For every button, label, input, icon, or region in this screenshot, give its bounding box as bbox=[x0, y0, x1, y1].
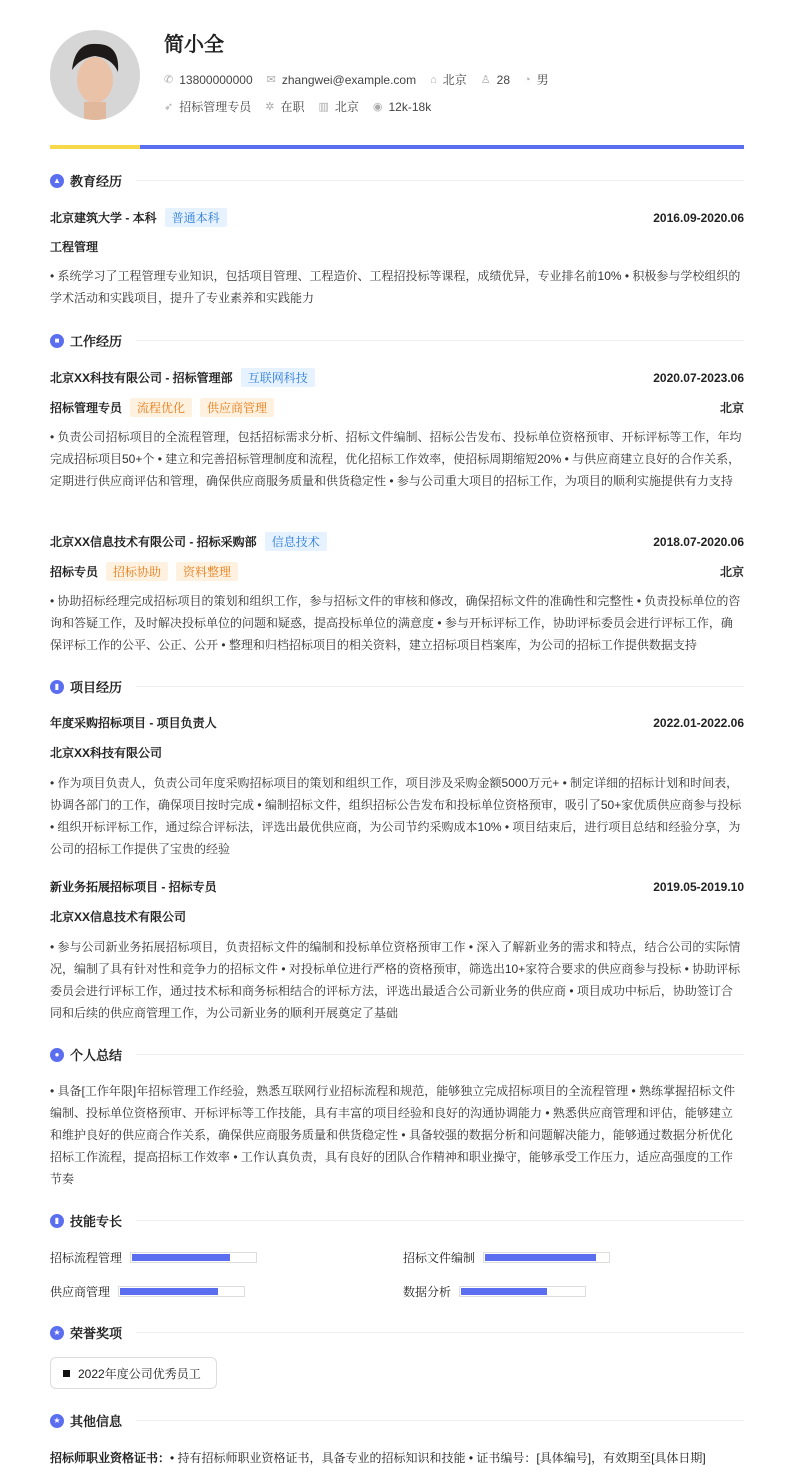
user-icon: ● bbox=[50, 1048, 64, 1062]
project-company-text: 北京XX信息技术有限公司 bbox=[50, 910, 187, 924]
age: 28 bbox=[496, 72, 511, 87]
school: 北京建筑大学 - 本科 bbox=[50, 211, 157, 225]
skill-tag: 流程优化 bbox=[130, 398, 192, 417]
position: 招标管理专员 bbox=[179, 100, 252, 114]
certificate-label: 招标师职业资格证书： bbox=[50, 1451, 171, 1465]
major-text: 工程管理 bbox=[50, 240, 99, 254]
section-summary bbox=[50, 1045, 744, 1064]
work-role bbox=[50, 398, 744, 417]
skill-item bbox=[403, 1249, 610, 1266]
work-city: 北京 bbox=[719, 565, 744, 579]
section-work bbox=[50, 331, 744, 350]
building-icon: ▥ bbox=[318, 101, 329, 113]
section-title: 教育经历 bbox=[70, 174, 123, 189]
header-divider bbox=[50, 145, 744, 149]
contact-row bbox=[164, 71, 549, 88]
status-icon: ✲ bbox=[265, 101, 275, 113]
section-skills bbox=[50, 1211, 744, 1230]
section-title: 技能专长 bbox=[70, 1214, 123, 1229]
medal-icon: ★ bbox=[50, 1326, 64, 1340]
skill-name: 供应商管理 bbox=[50, 1285, 111, 1299]
project-title: 年度采购招标项目 - 项目负责人 bbox=[50, 716, 217, 730]
degree-tag: 普通本科 bbox=[165, 208, 227, 227]
skill-name: 数据分析 bbox=[403, 1285, 452, 1299]
gender: 男 bbox=[536, 73, 549, 87]
project-company bbox=[50, 908, 744, 925]
work-role bbox=[50, 562, 744, 581]
section-title: 其他信息 bbox=[70, 1414, 123, 1429]
award-text: 2022年度公司优秀员工 bbox=[78, 1366, 201, 1381]
summary-text: • 具备[工作年限]年招标管理工作经验，熟悉互联网行业招标流程和规范，能够独立完成招标项目的全流程管理 • 熟练掌握招标文件编制、投标单位资格预审、开标评标等工作技能，具有丰富的项目经验和良好的沟通协调能力 • 熟悉供应商管理和评估，能够建立和维护良好的供应商合作关系，确保供应商服务质量和供货稳定性 • 具备较强的数据分析和问题解决能力，能够通过数据分析优化招标工作流程，提高招标工作效率 • 工作认真负责，具有良好的团队合作精神和职业操守，能够承受工作压力，适应高强度的工作节奏 bbox=[50, 1084, 736, 1186]
skill-bar bbox=[132, 1254, 230, 1261]
work-date: 2018.07-2020.06 bbox=[653, 534, 744, 549]
graduation-cap-icon: ▲ bbox=[50, 174, 64, 188]
project-header bbox=[50, 714, 744, 731]
status: 在职 bbox=[280, 100, 305, 114]
avatar bbox=[50, 30, 140, 120]
project-desc: • 参与公司新业务拓展招标项目，负责招标文件的编制和投标单位资格预审工作 • 深入了解新业务的需求和特点，结合公司的实际情况，编制了具有针对性和竞争力的招标文件 • 对投标单位进行严格的资格预审，筛选出10+家符合要求的供应商参与投标 • 协助评标委员会进行评标工作，通过技术标和商务标相结合的评标方法，评选出最适合公司新业务的供应商 • 项目成功中标后，协助签订合同和后续的供应商管理工作，为公司新业务的顺利开展奠定了基础 bbox=[50, 940, 741, 1020]
company: 北京XX信息技术有限公司 - 招标采购部 bbox=[50, 535, 257, 549]
certificate-text: • 持有招标师职业资格证书，具备专业的招标知识和技能 • 证书编号：[具体编号]，有效期至[具体日期] bbox=[170, 1451, 706, 1465]
skill-item bbox=[403, 1283, 586, 1300]
role: 招标专员 bbox=[50, 565, 99, 579]
project-header bbox=[50, 878, 744, 895]
home-icon: ⌂ bbox=[430, 73, 437, 86]
company: 北京XX科技有限公司 - 招标管理部 bbox=[50, 371, 233, 385]
bullet-icon bbox=[63, 1370, 70, 1377]
chart-icon: ▮ bbox=[50, 1214, 64, 1228]
cake-icon: ♙ bbox=[480, 74, 491, 86]
skill-name: 招标文件编制 bbox=[403, 1251, 476, 1265]
industry-tag: 信息技术 bbox=[265, 532, 327, 551]
skill-name: 招标流程管理 bbox=[50, 1251, 123, 1265]
salary-icon: ◉ bbox=[372, 101, 383, 113]
education-date: 2016.09-2020.06 bbox=[653, 210, 744, 225]
education-header bbox=[50, 208, 744, 227]
award-item bbox=[50, 1357, 217, 1389]
skill-bar bbox=[485, 1254, 596, 1261]
work-header bbox=[50, 532, 744, 551]
medal-icon: ★ bbox=[50, 1414, 64, 1428]
section-title: 工作经历 bbox=[70, 334, 123, 349]
mail-icon: ✉ bbox=[266, 74, 276, 86]
role: 招标管理专员 bbox=[50, 401, 123, 415]
skill-item bbox=[50, 1283, 245, 1300]
email: zhangwei@example.com bbox=[281, 72, 417, 87]
chart-icon: ▮ bbox=[50, 680, 64, 694]
section-title: 项目经历 bbox=[70, 680, 123, 695]
section-other bbox=[50, 1411, 744, 1430]
work-desc: • 协助招标经理完成招标项目的策划和组织工作，参与招标文件的审核和修改，确保招标文件的准确性和完整性 • 负责投标单位的咨询和答疑工作，及时解决投标单位的问题和疑惑，提高投标单位的满意度 • 参与开标评标工作，协助评标委员会进行评标工作，确保评标工作的公平、公正、公开 • 整理和归档招标项目的相关资料，建立招标项目档案库，为公司的招标工作提供数据支持 bbox=[50, 594, 741, 652]
project-title: 新业务拓展招标项目 - 招标专员 bbox=[50, 880, 217, 894]
location: 北京 bbox=[442, 73, 467, 87]
work-date: 2020.07-2023.06 bbox=[653, 370, 744, 385]
candidate-name: 简小全 bbox=[164, 34, 224, 56]
section-title: 个人总结 bbox=[70, 1048, 123, 1063]
major bbox=[50, 238, 744, 255]
phone: 13800000000 bbox=[179, 72, 253, 87]
work-header bbox=[50, 368, 744, 387]
job-row bbox=[164, 98, 431, 115]
section-projects bbox=[50, 677, 744, 696]
skill-bar bbox=[461, 1288, 547, 1295]
briefcase-icon: ■ bbox=[50, 334, 64, 348]
skill-item bbox=[50, 1249, 257, 1266]
skill-bar bbox=[120, 1288, 218, 1295]
industry-tag: 互联网科技 bbox=[241, 368, 315, 387]
project-desc: • 作为项目负责人，负责公司年度采购招标项目的策划和组织工作，项目涉及采购金额5000万元+ • 制定详细的招标计划和时间表，协调各部门的工作，确保项目按时完成 • 编制招标文件，组织招标公告发布和投标单位资格预审，吸引了50+家优质供应商参与投标 • 组织开标评标工作，通过综合评标法，评选出最优供应商，为公司节约采购成本10% • 项目结束后，进行项目总结和经验分享，为公司的招标工作提供了宝贵的经验 bbox=[50, 776, 742, 856]
certificate bbox=[50, 1449, 744, 1466]
send-icon: ➶ bbox=[164, 101, 174, 113]
work-city: 北京 bbox=[719, 401, 744, 415]
phone-icon: ✆ bbox=[164, 74, 174, 86]
work-desc: • 负责公司招标项目的全流程管理，包括招标需求分析、招标文件编制、招标公告发布、投标单位资格预审、开标评标等工作，年均完成招标项目50+个 • 建立和完善招标管理制度和流程，优化招标工作效率，使招标周期缩短20% • 与供应商建立良好的合作关系，定期进行供应商评估和管理，确保供应商服务质量和供货稳定性 • 参与公司重大项目的招标工作，为项目的顺利实施提供有力支持 bbox=[50, 430, 742, 488]
gender-icon: ◔ bbox=[524, 73, 531, 86]
skill-tag: 供应商管理 bbox=[200, 398, 274, 417]
skill-tag: 资料整理 bbox=[176, 562, 238, 581]
education-desc: • 系统学习了工程管理专业知识，包括项目管理、工程造价、工程招投标等课程，成绩优异，专业排名前10% • 积极参与学校组织的学术活动和实践项目，提升了专业素养和实践能力 bbox=[50, 269, 741, 305]
city: 北京 bbox=[334, 100, 359, 114]
section-title: 荣誉奖项 bbox=[70, 1326, 123, 1341]
salary: 12k-18k bbox=[388, 99, 432, 114]
project-company bbox=[50, 744, 744, 761]
project-date: 2019.05-2019.10 bbox=[653, 879, 744, 894]
section-honors bbox=[50, 1323, 744, 1342]
project-company-text: 北京XX科技有限公司 bbox=[50, 746, 163, 760]
skill-tag: 招标协助 bbox=[106, 562, 168, 581]
project-date: 2022.01-2022.06 bbox=[653, 715, 744, 730]
section-education bbox=[50, 171, 744, 190]
